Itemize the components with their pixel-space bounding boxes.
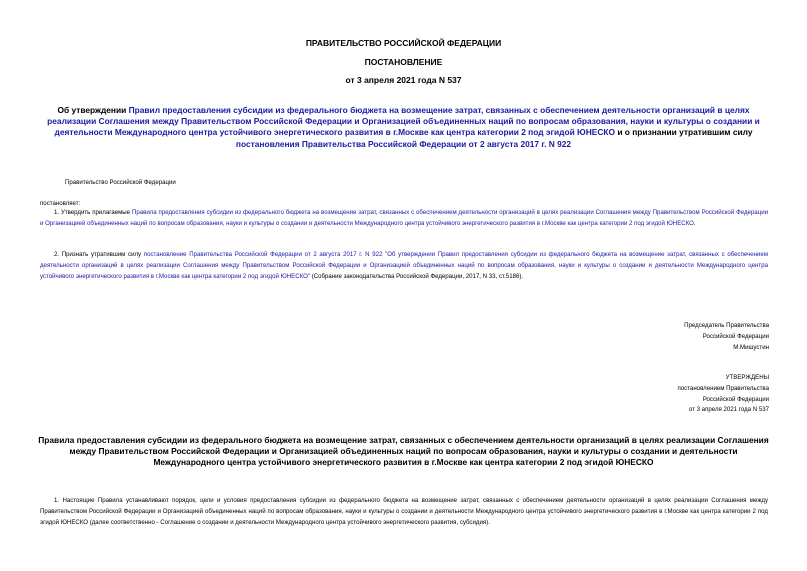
paragraph-2-decree-link[interactable]: постановление Правительства Российской Федерации от 2 августа 2017 г. N 922 "Об утверждении Правил предоставления субсидии из федерального бюджета на возмещение затрат, связанных с обеспечением деятельности организаций в целях реализации Соглашения между Правительством Российской Федерации и Организацией объединенных наций по вопросам образования, науки и культуры о создании и деятельности Международного центра устойчивого энергетического развития в г.Москве как центра категории 2 под эгидой ЮНЕСКО": [40, 251, 768, 280]
signature-name: М.Мишустин: [733, 343, 769, 351]
title-rules-link[interactable]: Правил предоставления субсидии из федерального бюджета на возмещение затрат, связанных с обеспечением деятельности организаций в целях реализации Соглашения между Правительством Российской Федерации и Организацией объединенных наций по вопросам образования, науки и культуры о создании и деятельности Международного центра устойчивого энергетического развития в г.Москве как центра категории 2 под эгидой ЮНЕСКО: [47, 105, 760, 138]
approved-country: Российской Федерации: [702, 395, 769, 403]
paragraph-2-suffix: (Собрание законодательства Российской Федерации, 2017, N 33, ст.5186).: [310, 272, 524, 280]
signature-country: Российской Федерации: [702, 332, 769, 340]
paragraph-1-prefix: 1. Утвердить прилагаемые: [54, 209, 132, 216]
government-header: ПРАВИТЕЛЬСТВО РОССИЙСКОЙ ФЕДЕРАЦИИ: [305, 38, 502, 48]
approved-by: постановлением Правительства: [677, 384, 769, 392]
paragraph-1-suffix: .: [693, 219, 696, 227]
document-date-number: от 3 апреля 2021 года N 537: [345, 75, 462, 85]
rules-paragraph-1: [40, 496, 768, 528]
government-name: Правительство Российской Федерации: [65, 179, 176, 186]
title-decree-link[interactable]: постановления Правительства Российской Федерации от 2 августа 2017 г. N 922: [235, 138, 572, 149]
decrees-word: постановляет:: [40, 200, 81, 207]
approved-block: [677, 373, 769, 416]
title-prefix: Об утверждении: [57, 105, 129, 115]
paragraph-2-prefix: 2. Признать утратившим силу: [54, 251, 144, 258]
title-middle: и о признании утратившим силу: [615, 127, 753, 138]
paragraph-1: [40, 208, 768, 230]
signature-block: [684, 321, 769, 353]
signature-position: Председатель Правительства: [684, 322, 769, 329]
paragraph-1-rules-link[interactable]: Правила предоставления субсидии из федерального бюджета на возмещение затрат, связанных с обеспечением деятельности организаций в целях реализации Соглашения между Правительством Российской Федерации и Организацией объединенных наций по вопросам образования, науки и культуры о создании и деятельности Международного центра устойчивого энергетического развития в г.Москве как центра категории 2 под эгидой ЮНЕСКО: [40, 209, 768, 227]
approved-date: от 3 апреля 2021 года N 537: [688, 406, 769, 414]
approved-label: УТВЕРЖДЕНЫ: [725, 374, 769, 381]
rules-title: Правила предоставления субсидии из федерального бюджета на возмещение затрат, связанных с обеспечением деятельности организаций в целях реализации Соглашения между Правительством Российской Федерации и Организацией объединенных наций по вопросам образования, науки и культуры о создании и деятельности Международного центра устойчивого энергетического развития в г.Москве как центра категории 2 под эгидой ЮНЕСКО: [38, 435, 769, 468]
document-type: ПОСТАНОВЛЕНИЕ: [364, 57, 443, 67]
document-title: [34, 105, 773, 150]
paragraph-2: [40, 250, 768, 282]
rules-paragraph-1-text: 1. Настоящие Правила устанавливают порядок, цели и условия предоставления субсидии из федерального бюджета на возмещение затрат, связанных с обеспечением деятельности организаций в целях реализации Соглашения между Правительством Российской Федерации и Организацией объединенных наций по вопросам образования, науки и культуры о создании и деятельности Международного центра устойчивого энергетического развития в г.Москве как центра категории 2 под эгидой ЮНЕСКО (далее соответственно - Соглашение о создании и деятельности Международного центра устойчивого энергетического развития, субсидия).: [40, 497, 768, 526]
